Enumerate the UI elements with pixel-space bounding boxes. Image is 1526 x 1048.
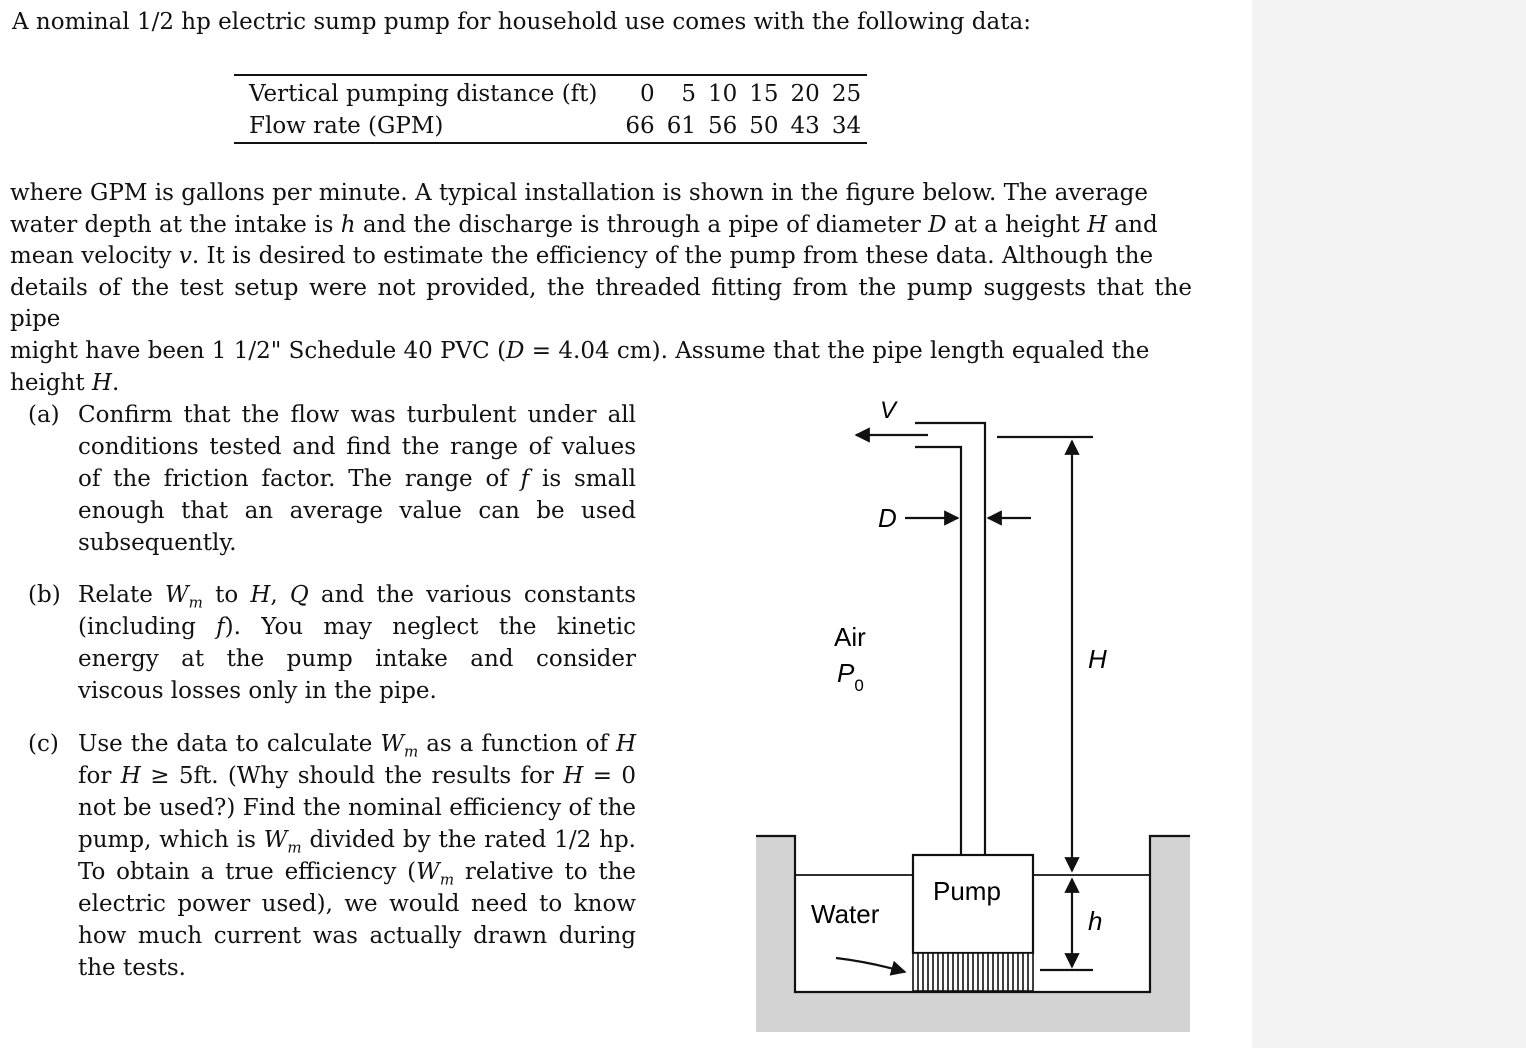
depth-label: h [1088,906,1103,936]
velocity-label: V [880,397,897,424]
table-cell: 61 [666,113,696,139]
table-cell: 43 [790,113,820,139]
table-cell: 66 [625,113,655,139]
paragraph-line: might have been 1 1/2" Schedule 40 PVC (D = 4.04 cm). Assume that the pipe length equaled the [10,337,1150,364]
paragraph-line: mean velocity v. It is desired to estimate the efficiency of the pump from these data. Although the [10,243,1154,270]
pressure-label: $P_0$ [837,658,864,695]
table-cell: 15 [749,81,779,107]
pipe-outer-wall [915,423,985,855]
table-cell: 56 [707,113,738,139]
table-cell: 0 [640,81,655,107]
inflow-arrow [836,958,905,972]
row-label: Vertical pumping distance (ft) [249,81,598,107]
paragraph-line: details of the test setup were not provided, the threaded fitting from the pump suggests that the pipe [10,274,1192,333]
air-label: Air [834,622,866,652]
paragraph-line: height H. [10,369,120,396]
question-label: (b) [28,582,61,608]
height-label: H [1088,644,1107,674]
intro-sentence: A nominal 1/2 hp electric sump pump for household use comes with the following data: [12,9,1031,35]
row-label: Flow rate (GPM) [249,113,444,139]
table-cell: 20 [790,81,820,107]
intake-screen [913,953,1033,991]
diameter-label: D [878,503,897,533]
table-cell: 25 [831,81,862,107]
water-label: Water [811,899,880,929]
question-text: Confirm that the flow was turbulent under all conditions tested and find the range of values of the friction factor. The range of f is small enough that an average value can be used subsequently. [78,402,636,556]
question-label: (a) [28,402,60,428]
table-cell: 34 [831,113,862,139]
question-text: Relate $W_m$ to H, Q and the various constants (including f). You may neglect the kinetic energy at the pump intake and consider viscous losses only in the pipe. [78,582,637,704]
table-cell: 5 [681,81,696,107]
table-cell: 50 [749,113,779,139]
question-label: (c) [28,731,59,757]
paragraph-line: where GPM is gallons per minute. A typical installation is shown in the figure below. The average [10,180,1149,206]
pump-label: Pump [933,876,1001,906]
question-text: Use the data to calculate $W_m$ as a function of H for H ≥ 5ft. (Why should the results for H = 0 not be used?) Find the nominal efficiency of the pump, which is $W_m$ divided by the rated 1/2 hp. To obtain a true efficiency ($W_m$ relative to the electric power used), we would need to know how much current was actually drawn during the tests. [78,731,637,981]
paragraph-line: water depth at the intake is h and the discharge is through a pipe of diameter D at a height H and [10,211,1158,238]
pipe-inner-wall [915,447,961,855]
table-cell: 10 [707,81,738,107]
